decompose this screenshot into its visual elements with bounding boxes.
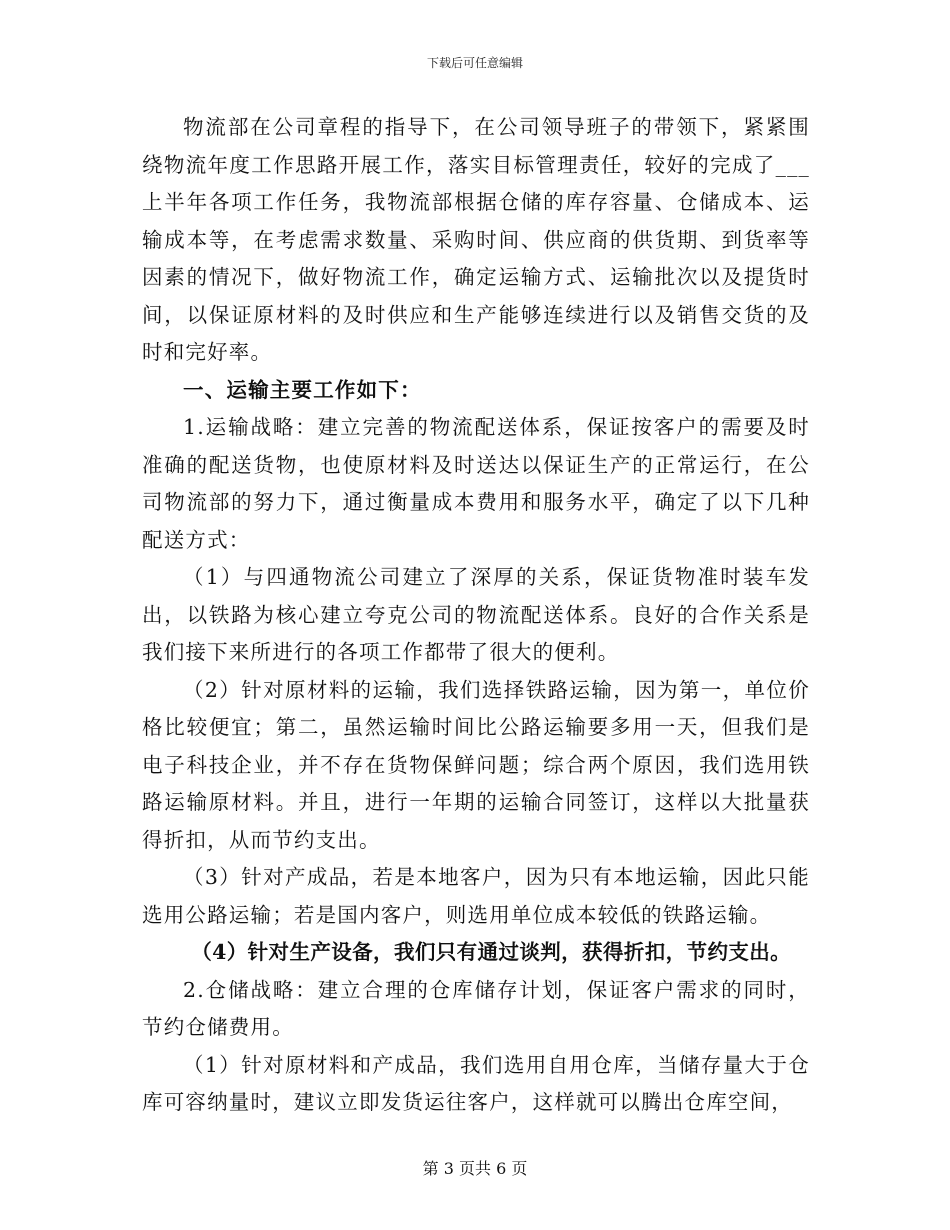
paragraph-transport-strategy: 1.运输战略：建立完善的物流配送体系，保证按客户的需要及时准确的配送货物，也使原材料及时送达以保证生产的正常运行，在公司物流部的努力下，通过衡量成本费用和服务水平，确定了以下几种配送方式： [142,415,810,552]
paragraph-storage-strategy: 2.仓储战略：建立合理的仓库储存计划，保证客户需求的同时，节约仓储费用。 [142,977,810,1039]
section-heading-transport: 一、运输主要工作如下： [183,377,422,402]
document-body [142,109,810,1122]
paragraph-item-2: （2）针对原材料的运输，我们选择铁路运输，因为第一，单位价格比较便宜；第二，虽然运输时间比公路运输要多用一天，但我们是电子科技企业，并不存在货物保鲜问题；综合两个原因，我们选用铁路运输原材料。并且，进行一年期的运输合同签订，这样以大批量获得折扣，从而节约支出。 [142,677,810,852]
page-footer: 第 3 页共 6 页 [422,1159,528,1178]
paragraph-intro: 物流部在公司章程的指导下，在公司领导班子的带领下，紧紧围绕物流年度工作思路开展工作，落实目标管理责任，较好的完成了___上半年各项工作任务，我物流部根据仓储的库存容量、仓储成本、运输成本等，在考虑需求数量、采购时间、供应商的供货期、到货率等因素的情况下，做好物流工作，确定运输方式、运输批次以及提货时间，以保证原材料的及时供应和生产能够连续进行以及销售交货的及时和完好率。 [142,115,810,364]
paragraph-storage-item-1: （1）针对原材料和产成品，我们选用自用仓库，当储存量大于仓库可容纳量时，建议立即发货运往客户，这样就可以腾出仓库空间， [142,1052,810,1114]
paragraph-item-4-bold: （4）针对生产设备，我们只有通过谈判，获得折扣，节约支出。 [191,940,792,964]
page-header: 下载后可任意编辑 [426,56,523,70]
paragraph-item-1: （1）与四通物流公司建立了深厚的关系，保证货物准时装车发出，以铁路为核心建立夸克公司的物流配送体系。良好的合作关系是我们接下来所进行的各项工作都带了很大的便利。 [142,565,810,664]
paragraph-item-3: （3）针对产成品，若是本地客户，因为只有本地运输，因此只能选用公路运输；若是国内客户，则选用单位成本较低的铁路运输。 [142,865,810,927]
